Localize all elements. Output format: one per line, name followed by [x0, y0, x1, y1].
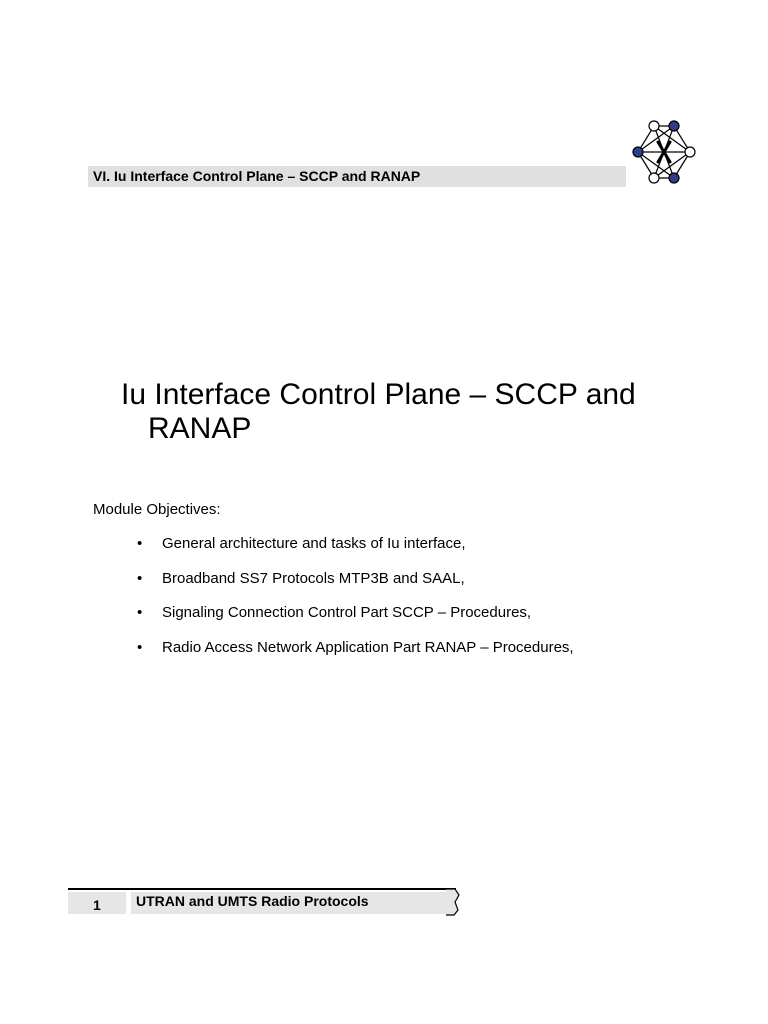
- footer-page-box: [68, 892, 126, 914]
- bullet-icon: •: [137, 570, 143, 587]
- bullet-icon: •: [137, 639, 143, 656]
- objective-text: Signaling Connection Control Part SCCP – Procedures,: [162, 604, 532, 621]
- objective-text: Radio Access Network Application Part RANAP – Procedures,: [162, 639, 574, 656]
- footer-title-box: [131, 892, 448, 914]
- bullet-icon: •: [137, 604, 143, 621]
- module-title: Iu Interface Control Plane – SCCP and RANAP: [121, 378, 636, 445]
- objective-text: General architecture and tasks of Iu interface,: [162, 535, 466, 552]
- objectives-heading: Module Objectives:: [93, 501, 221, 518]
- network-node-logo-icon: [628, 116, 700, 188]
- page-footer: [68, 888, 460, 916]
- objective-text: Broadband SS7 Protocols MTP3B and SAAL,: [162, 570, 465, 587]
- footer-arrow-cap-icon: [446, 888, 460, 916]
- section-header-bar: [88, 166, 626, 187]
- bullet-icon: •: [137, 535, 143, 552]
- course-title: UTRAN and UMTS Radio Protocols: [136, 893, 369, 909]
- footer-rule: [68, 888, 456, 890]
- section-header-title: VI. Iu Interface Control Plane – SCCP and RANAP: [93, 168, 421, 184]
- page-number: 1: [93, 897, 101, 913]
